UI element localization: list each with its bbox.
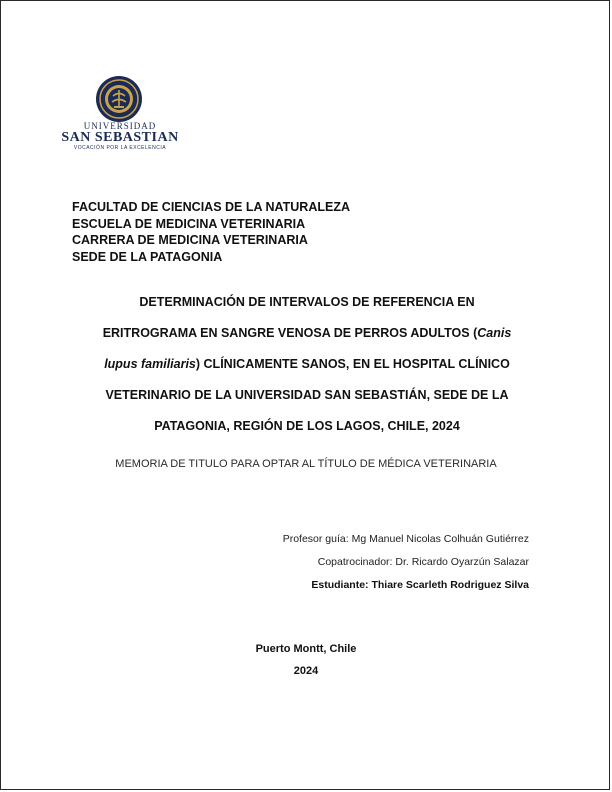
place: Puerto Montt, Chile [255,643,357,655]
species-genus: Canis [477,326,512,340]
institution-block [72,199,350,265]
faculty-line: FACULTAD DE CIENCIAS DE LA NATURALEZA [72,200,350,214]
credits-block [283,528,529,597]
logo-line-1: UNIVERSIDAD [83,121,157,131]
career-line: CARRERA DE MEDICINA VETERINARIA [72,233,308,247]
year: 2024 [293,665,319,677]
campus-line: SEDE DE LA PATAGONIA [72,249,223,264]
title-line-2-text: ERITROGRAMA EN SANGRE VENOSA DE PERROS ADULTOS ( [102,326,478,340]
logo-motto: VOCACIÓN POR LA EXCELENCIA [73,145,167,151]
title-line-4: VETERINARIO DE LA UNIVERSIDAD SAN SEBASTIÁN, SEDE DE LA [105,388,509,402]
student-name: Estudiante: Thiare Scarleth Rodriguez Silva [311,579,529,591]
title-line-2 [61,318,553,349]
species-epithet: lupus familiaris [104,357,196,371]
university-logo [59,75,181,153]
guide-professor: Profesor guía: Mg Manuel Nicolas Colhuán Gutiérrez [282,533,529,545]
title-line-5: PATAGONIA, REGIÓN DE LOS LAGOS, CHILE, 2024 [154,419,460,433]
place-date-block [1,638,611,682]
university-seal-icon [95,75,143,123]
school-line: ESCUELA DE MEDICINA VETERINARIA [72,216,306,231]
degree-statement: MEMORIA DE TITULO PARA OPTAR AL TÍTULO DE MÉDICA VETERINARIA [115,458,497,470]
title-line-3 [61,349,553,380]
title-line-1: DETERMINACIÓN DE INTERVALOS DE REFERENCIA EN [139,295,475,309]
logo-line-2: SAN SEBASTIAN [61,130,179,145]
thesis-title [61,287,553,442]
co-sponsor: Copatrocinador: Dr. Ricardo Oyarzún Salazar [317,556,529,568]
university-wordmark [59,121,181,152]
title-line-3-text: ) CLÍNICAMENTE SANOS, EN EL HOSPITAL CLÍNICO [195,357,510,371]
